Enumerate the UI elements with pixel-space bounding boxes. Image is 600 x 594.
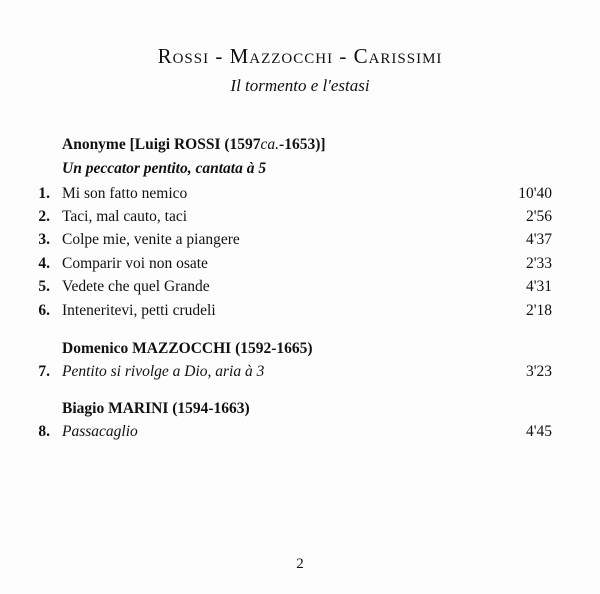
track-number: 5. [38,278,50,295]
track-row [30,363,552,385]
track-duration: 4'31 [525,278,552,295]
track-row [30,185,552,207]
track-number: 2. [38,208,50,225]
track-duration: 2'33 [525,255,552,272]
track-row [30,278,552,300]
track-title: Pentito si rivolge a Dio, aria à 3 [62,363,265,380]
track-title: Comparir voi non osate [62,255,208,272]
track-title: Vedete che quel Grande [62,278,210,295]
track-number: 3. [38,231,50,248]
composer-heading-marini: Biagio MARINI (1594-1663) [62,400,250,417]
composer-name-prefix: Anonyme [Luigi ROSSI (1597 [62,136,261,153]
track-row [30,231,552,253]
track-title: Colpe mie, venite a piangere [62,231,240,248]
composer-name-suffix: -1653)] [279,136,326,153]
track-number: 4. [38,255,50,272]
page-title: Rossi - Mazzocchi - Carissimi [157,44,443,68]
track-duration: 4'37 [525,231,552,248]
track-duration: 4'45 [525,423,552,440]
track-title: Inteneritevi, petti crudeli [62,302,216,319]
track-duration: 10'40 [518,185,552,202]
track-number: 8. [38,423,50,440]
track-number: 1. [38,185,50,202]
track-row [30,208,552,230]
page-number: 2 [296,556,304,572]
track-title: Passacaglio [62,423,138,440]
track-duration: 2'18 [525,302,552,319]
track-title: Mi son fatto nemico [62,185,188,202]
track-duration: 3'23 [525,363,552,380]
composer-heading-mazzocchi: Domenico MAZZOCCHI (1592-1665) [62,340,313,357]
work-title-rossi: Un peccator pentito, cantata à 5 [62,160,267,177]
track-duration: 2'56 [525,208,552,225]
composer-circa: ca. [260,136,280,153]
track-row [30,423,552,445]
track-row [30,302,552,324]
track-title: Taci, mal cauto, taci [62,208,188,225]
composer-heading-rossi [62,136,326,154]
track-row [30,255,552,277]
track-number: 6. [38,302,50,319]
track-number: 7. [38,363,50,380]
page-subtitle: Il tormento e l'estasi [230,76,370,95]
